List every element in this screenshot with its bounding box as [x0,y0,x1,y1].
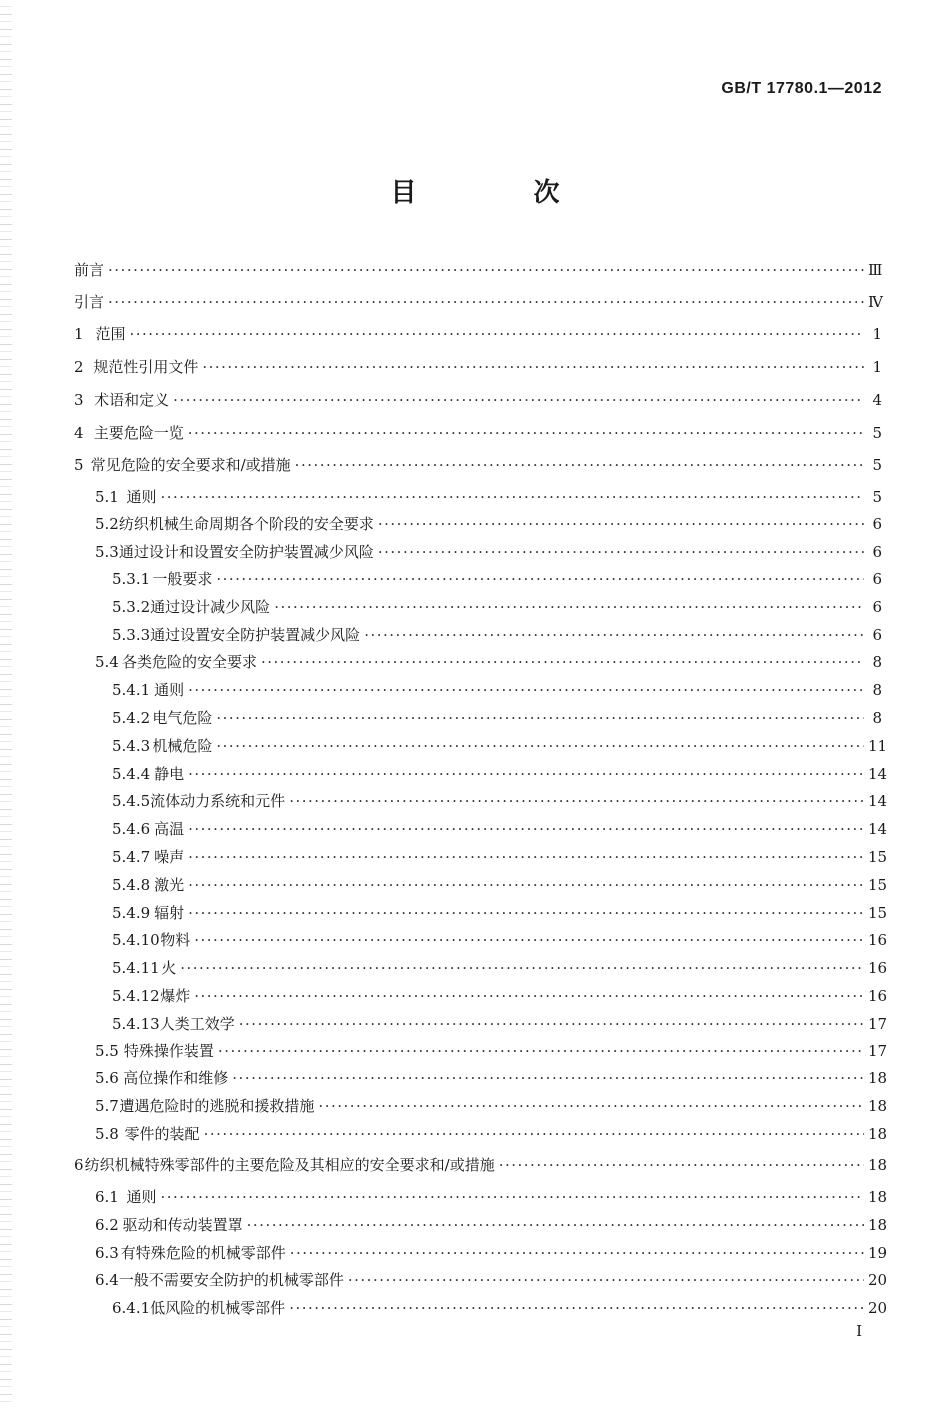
toc-entry-page: 18 [868,1156,888,1174]
toc-leader-dots [129,322,864,346]
toc-leader-dots [295,453,864,477]
toc-leader-dots [188,762,864,786]
toc-entry-label: 前言 [74,261,105,279]
toc-entry[interactable] [74,258,882,282]
toc-entry-number: 5.3.1 [112,570,151,588]
toc-entry-label: 范围 [95,325,126,343]
toc-entry-number: 5.4.1 [112,681,151,699]
toc-leader-dots [218,1039,864,1063]
toc-entry[interactable] [95,1094,888,1118]
toc-entry-label: 术语和定义 [94,391,170,409]
toc-entry-number: 5.4.6 [112,820,151,838]
toc-entry[interactable] [112,817,888,841]
toc-entry-number: 5.4.11 [112,959,160,977]
toc-entry-label: 流体动力系统和元件 [150,792,286,810]
toc-entry[interactable] [95,512,882,536]
toc-entry-label: 爆炸 [160,987,191,1005]
toc-entry[interactable] [74,421,882,445]
toc-entry-number: 1 [74,325,84,343]
toc-entry-number: 6.4 [95,1271,119,1289]
toc-leader-dots [194,984,864,1008]
toc-entry-number: 6.2 [95,1216,119,1234]
toc-entry-page: 11 [868,737,888,755]
toc-entry-page: 8 [872,653,882,671]
toc-entry-page: 16 [868,987,888,1005]
toc-leader-dots [364,623,864,647]
toc-entry-number: 3 [74,391,84,409]
toc-leader-dots [108,258,864,282]
toc-entry-label: 人类工效学 [159,1015,235,1033]
toc-entry-page: Ⅳ [868,293,883,311]
toc-leader-dots [290,1241,864,1265]
toc-entry-label: 纺织机械特殊零部件的主要危险及其相应的安全要求和/或措施 [84,1156,495,1174]
toc-entry-number: 6.1 [95,1188,119,1206]
toc-entry-label: 主要危险一览 [93,424,184,442]
toc-entry[interactable] [74,322,882,346]
toc-entry-label: 辐射 [154,904,185,922]
toc-entry-page: 8 [872,709,882,727]
toc-entry-page: 18 [868,1069,888,1087]
toc-entry[interactable] [95,1122,888,1146]
toc-entry-label: 一般不需要安全防护的机械零部件 [118,1271,344,1289]
toc-entry-page: 1 [872,358,882,376]
toc-leader-dots [289,1296,864,1320]
toc-entry[interactable] [74,355,882,379]
toc-entry-label: 通则 [154,681,185,699]
toc-entry-label: 通过设计减少风险 [150,598,271,616]
scan-edge-artifact [0,0,12,1409]
toc-entry-number: 6.4.1 [112,1299,151,1317]
toc-leader-dots [247,1213,864,1237]
toc-entry[interactable] [95,540,882,564]
toc-leader-dots [188,817,864,841]
toc-entry-page: 20 [868,1271,888,1289]
toc-leader-dots [261,650,864,674]
toc-entry-number: 5.4.8 [112,876,151,894]
toc-entry[interactable] [112,678,882,702]
toc-entry[interactable] [95,650,882,674]
toc-entry[interactable] [95,1185,888,1209]
toc-entry[interactable] [112,623,882,647]
toc-entry[interactable] [112,956,888,980]
toc-entry-label: 有特殊危险的机械零部件 [120,1244,286,1262]
toc-entry-label: 通过设置安全防护装置减少风险 [150,626,361,644]
toc-entry-number: 5.4.3 [112,737,151,755]
toc-entry-label: 引言 [74,293,105,311]
toc-entry-label: 高位操作和维修 [123,1069,229,1087]
toc-entry-label: 遭遇危险时的逃脱和援救措施 [119,1097,315,1115]
toc-entry-number: 5.3.2 [112,598,151,616]
toc-leader-dots [188,421,864,445]
toc-entry[interactable] [74,388,882,412]
toc-entry-number: 5.4 [95,653,119,671]
toc-entry-label: 零件的装配 [124,1125,200,1143]
toc-entry-number: 5.7 [95,1097,119,1115]
toc-entry-label: 各类危险的安全要求 [121,653,257,671]
toc-entry-page: 6 [872,543,882,561]
toc-entry-number: 5.4.12 [112,987,160,1005]
toc-entry-number: 5 [74,456,84,474]
toc-entry-page: 20 [868,1299,888,1317]
toc-entry-label: 一般要求 [152,570,213,588]
toc-leader-dots [232,1066,864,1090]
toc-leader-dots [204,1122,864,1146]
toc-entry-label: 火 [161,959,177,977]
toc-entry[interactable] [112,734,888,758]
toc-entry[interactable] [112,873,888,897]
toc-leader-dots [239,1012,864,1036]
toc-leader-dots [216,734,864,758]
footer-page-number: I [856,1322,862,1340]
toc-entry[interactable] [112,901,888,925]
toc-leader-dots [108,290,864,314]
toc-entry-page: 5 [872,456,882,474]
toc-entry-number: 5.4.10 [112,931,160,949]
toc-entry[interactable] [112,595,882,619]
toc-entry-page: Ⅲ [868,261,883,279]
toc-entry-page: 8 [872,681,882,699]
toc-entry-label: 驱动和传动装置罩 [122,1216,243,1234]
toc-entry-label: 电气危险 [152,709,213,727]
toc-entry[interactable] [95,485,882,509]
toc-entry-page: 6 [872,598,882,616]
toc-entry-number: 4 [74,424,84,442]
toc-entry-page: 16 [868,931,888,949]
toc-entry[interactable] [112,789,888,813]
toc-leader-dots [188,901,864,925]
toc-entry[interactable] [74,453,882,477]
toc-leader-dots [378,540,864,564]
toc-entry-number: 5.1 [95,488,119,506]
toc-entry-page: 15 [868,876,888,894]
toc-entry-number: 5.3 [95,543,119,561]
toc-entry-page: 19 [868,1244,888,1262]
toc-leader-dots [161,485,865,509]
toc-entry-page: 14 [868,820,888,838]
toc-entry-number: 5.4.2 [112,709,151,727]
toc-leader-dots [289,789,864,813]
toc-entry-label: 机械危险 [152,737,213,755]
toc-entry[interactable] [74,1153,888,1177]
toc-entry[interactable] [95,1241,888,1265]
toc-entry-label: 静电 [154,765,185,783]
toc-entry-page: 5 [872,424,882,442]
toc-leader-dots [378,512,864,536]
page-title: 目 次 [390,178,614,208]
toc-entry-page: 6 [872,626,882,644]
toc-entry-page: 1 [872,325,882,343]
toc-leader-dots [216,567,864,591]
toc-entry[interactable] [95,1268,888,1292]
toc-leader-dots [194,928,864,952]
toc-entry[interactable] [112,762,888,786]
toc-entry-number: 5.3.3 [112,626,151,644]
toc-entry-page: 14 [868,765,888,783]
toc-entry-page: 5 [872,488,882,506]
toc-leader-dots [274,595,864,619]
toc-entry[interactable] [95,1039,888,1063]
toc-entry-number: 5.4.13 [112,1015,160,1033]
toc-entry[interactable] [112,567,882,591]
toc-entry-label: 规范性引用文件 [93,358,199,376]
toc-entry[interactable] [74,290,882,314]
standard-code: GB/T 17780.1—2012 [721,80,882,97]
toc-entry-page: 14 [868,792,888,810]
toc-leader-dots [188,873,864,897]
toc-entry-label: 特殊操作装置 [123,1042,214,1060]
toc-entry-label: 激光 [154,876,185,894]
toc-entry-number: 5.4.9 [112,904,151,922]
toc-entry-page: 15 [868,848,888,866]
toc-entry-label: 低风险的机械零部件 [150,1299,286,1317]
toc-entry[interactable] [112,706,882,730]
toc-leader-dots [348,1268,864,1292]
toc-entry-page: 17 [868,1015,888,1033]
toc-entry-page: 16 [868,959,888,977]
toc-entry-page: 6 [872,570,882,588]
toc-leader-dots [202,355,864,379]
toc-entry-label: 通过设计和设置安全防护装置减少风险 [118,543,374,561]
toc-entry-number: 5.2 [95,515,119,533]
toc-entry-page: 18 [868,1216,888,1234]
toc-entry-label: 物料 [160,931,191,949]
toc-leader-dots [173,388,864,412]
toc-entry-number: 5.4.4 [112,765,151,783]
toc-entry-page: 15 [868,904,888,922]
toc-entry-number: 5.4.5 [112,792,151,810]
toc-entry-number: 5.6 [95,1069,119,1087]
toc-entry[interactable] [112,928,888,952]
toc-entry[interactable] [112,984,888,1008]
toc-entry[interactable] [95,1066,888,1090]
toc-entry-page: 17 [868,1042,888,1060]
toc-leader-dots [318,1094,864,1118]
toc-entry[interactable] [112,845,888,869]
toc-entry[interactable] [95,1213,888,1237]
toc-entry[interactable] [112,1012,888,1036]
toc-entry-label: 噪声 [154,848,185,866]
toc-entry-label: 通则 [126,1188,157,1206]
toc-leader-dots [161,1185,865,1209]
toc-entry-page: 18 [868,1125,888,1143]
toc-entry[interactable] [112,1296,888,1320]
toc-entry-page: 18 [868,1188,888,1206]
toc-entry-number: 5.8 [95,1125,119,1143]
toc-entry-page: 4 [872,391,882,409]
toc-entry-page: 18 [868,1097,888,1115]
toc-entry-number: 6.3 [95,1244,119,1262]
toc-leader-dots [180,956,864,980]
toc-entry-label: 纺织机械生命周期各个阶段的安全要求 [118,515,374,533]
toc-entry-page: 6 [872,515,882,533]
toc-leader-dots [499,1153,864,1177]
toc-leader-dots [188,678,864,702]
toc-entry-label: 高温 [154,820,185,838]
toc-entry-label: 通则 [126,488,157,506]
toc-entry-number: 5.4.7 [112,848,151,866]
toc-entry-number: 5.5 [95,1042,119,1060]
toc-leader-dots [188,845,864,869]
toc-entry-number: 2 [74,358,84,376]
toc-entry-number: 6 [74,1156,84,1174]
toc-leader-dots [216,706,864,730]
toc-entry-label: 常见危险的安全要求和/或措施 [90,456,291,474]
